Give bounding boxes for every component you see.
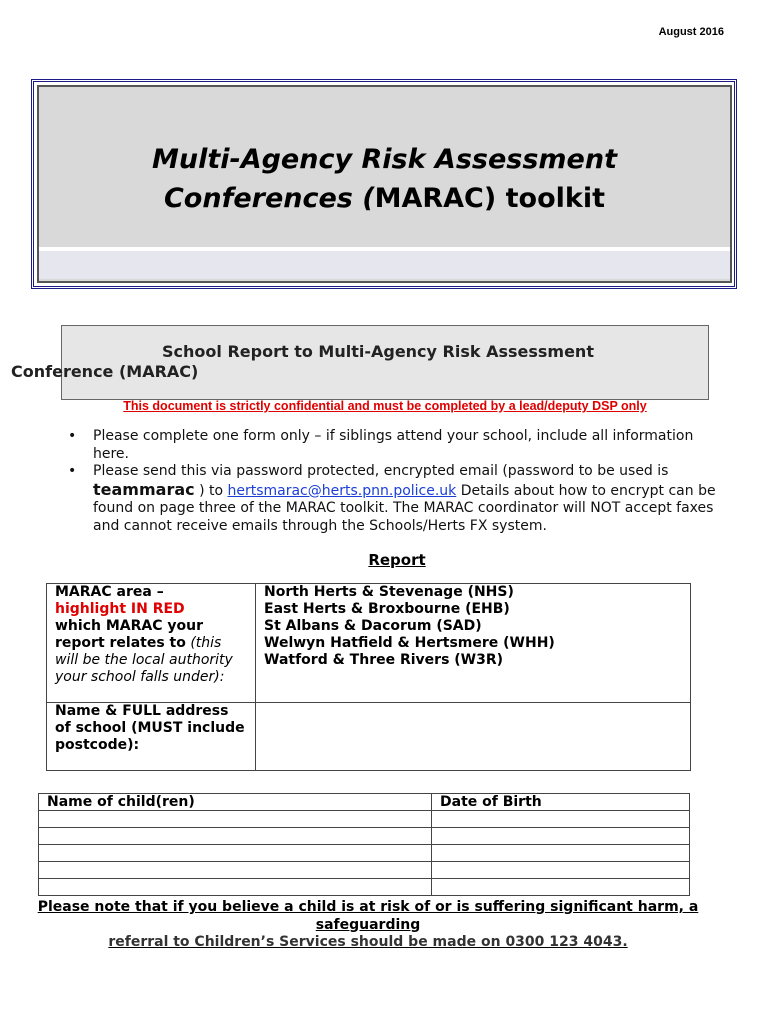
table-row xyxy=(39,845,690,862)
marac-area-options[interactable] xyxy=(256,584,691,703)
area-option[interactable]: East Herts & Broxbourne (EHB) xyxy=(264,601,510,617)
area-option[interactable]: North Herts & Stevenage (NHS) xyxy=(264,584,514,600)
table-row xyxy=(39,828,690,845)
table-row xyxy=(39,811,690,828)
title-line-2-italic: Conferences ( xyxy=(163,183,375,214)
table-row xyxy=(39,879,690,896)
table-row xyxy=(39,862,690,879)
password-text: teammarac xyxy=(93,479,195,499)
children-table xyxy=(38,793,690,896)
title-line-1: Multi-Agency Risk Assessment xyxy=(151,144,617,175)
school-details-table xyxy=(46,583,691,771)
table-row xyxy=(47,703,691,771)
child-name-field[interactable] xyxy=(39,879,432,896)
table-header-row xyxy=(39,794,690,811)
child-name-field[interactable] xyxy=(39,862,432,879)
child-dob-field[interactable] xyxy=(432,862,690,879)
bullet-icon: • xyxy=(68,428,77,444)
table-row xyxy=(47,584,691,703)
marac-area-label: MARAC area – highlight IN RED which MARAC your report relates to (this will be the local authority your school falls under): xyxy=(47,584,256,703)
document-date: August 2016 xyxy=(658,26,724,38)
instructions-list xyxy=(68,428,728,535)
list-item: • Please send this via password protected, encrypted email (password to be used is teammarac ) to hertsmarac@herts.pnn.police.uk Details about how to encrypt can be found on page three of the MARAC toolkit. The MARAC coordinator will NOT accept faxes and cannot receive emails through the Schools/Herts FX system. xyxy=(68,463,716,534)
report-heading: Report xyxy=(368,551,426,569)
school-address-label: Name & FULL address of school (MUST include postcode): xyxy=(47,703,256,771)
bullet-icon: • xyxy=(68,463,77,479)
child-dob-field[interactable] xyxy=(432,811,690,828)
child-name-field[interactable] xyxy=(39,828,432,845)
child-dob-field[interactable] xyxy=(432,845,690,862)
area-option[interactable]: Watford & Three Rivers (W3R) xyxy=(264,652,504,668)
child-dob-field[interactable] xyxy=(432,828,690,845)
email-link[interactable]: hertsmarac@herts.pnn.police.uk xyxy=(227,482,457,499)
column-header: Name of child(ren) xyxy=(39,794,432,811)
list-item: • Please complete one form only – if siblings attend your school, include all information here. xyxy=(68,428,694,462)
school-address-field[interactable] xyxy=(256,703,691,771)
subheading-line-2: Conference (MARAC) xyxy=(11,362,199,381)
notice-line-2: referral to Children’s Services should be made on 0300 123 4043. xyxy=(108,934,628,950)
child-name-field[interactable] xyxy=(39,845,432,862)
subheading-line-1: School Report to Multi-Agency Risk Assessment xyxy=(162,342,594,361)
child-name-field[interactable] xyxy=(39,811,432,828)
area-option[interactable]: St Albans & Dacorum (SAD) xyxy=(264,618,482,634)
title-band-lower xyxy=(39,251,730,279)
column-header: Date of Birth xyxy=(432,794,690,811)
title-line-2-bold: MARAC) toolkit xyxy=(374,183,605,214)
document-title xyxy=(39,140,730,218)
notice-line-1: Please note that if you believe a child is at risk of or is suffering significant harm, a safeguarding xyxy=(37,899,699,933)
area-option[interactable]: Welwyn Hatfield & Hertsmere (WHH) xyxy=(264,635,555,651)
child-dob-field[interactable] xyxy=(432,879,690,896)
confidential-notice: This document is strictly confidential and must be completed by a lead/deputy DSP only xyxy=(123,399,647,413)
safeguarding-notice xyxy=(30,899,706,952)
